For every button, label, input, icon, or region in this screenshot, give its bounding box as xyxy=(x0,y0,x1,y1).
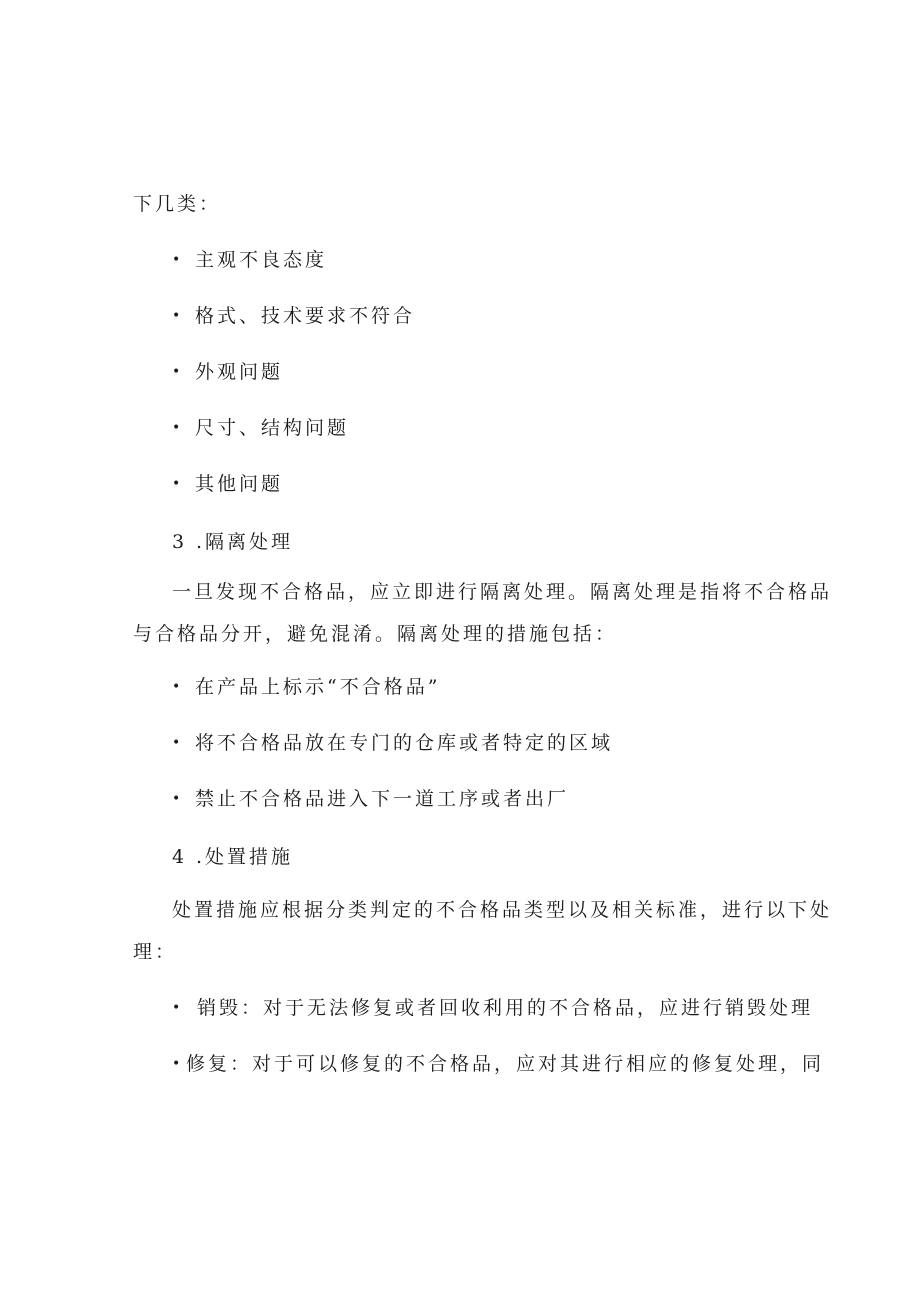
section3-paragraph-line2: 与合格品分开，避免混淆。隔离处理的措施包括： xyxy=(133,623,618,645)
bullet-icon: • xyxy=(172,1000,181,1016)
section3-title: .隔离处理 xyxy=(196,531,294,553)
section3-number: 3 xyxy=(172,531,188,553)
bullet-icon: • xyxy=(172,791,181,807)
section4-title: .处置措施 xyxy=(196,846,294,868)
list-item: 主观不良态度 xyxy=(195,249,328,271)
list-item: 在产品上标示“不合格品” xyxy=(195,676,441,698)
bullet-icon: • xyxy=(172,252,181,268)
section4-paragraph-line2: 理： xyxy=(133,941,178,963)
section4-paragraph-line1: 处置措施应根据分类判定的不合格品类型以及相关标准，进行以下处 xyxy=(172,899,833,921)
list-item: 其他问题 xyxy=(195,473,284,495)
bullet-icon: • xyxy=(172,308,181,324)
list-item: 将不合格品放在专门的仓库或者特定的区域 xyxy=(195,732,614,754)
bullet-icon: • xyxy=(172,679,181,695)
intro-tail-text: 下几类： xyxy=(133,193,222,215)
section3-paragraph-line1: 一旦发现不合格品，应立即进行隔离处理。隔离处理是指将不合格品 xyxy=(172,581,833,603)
list-item: 尺寸、结构问题 xyxy=(195,417,350,439)
list-item: 修复：对于可以修复的不合格品，应对其进行相应的修复处理，同 xyxy=(186,1053,825,1075)
list-item: 禁止不合格品进入下一道工序或者出厂 xyxy=(195,788,570,810)
section4-number: 4 xyxy=(172,846,188,868)
bullet-icon: • xyxy=(172,1056,181,1072)
bullet-icon: • xyxy=(172,420,181,436)
list-item: 销毁：对于无法修复或者回收利用的不合格品，应进行销毁处理 xyxy=(197,997,814,1019)
list-item: 外观问题 xyxy=(195,361,284,383)
bullet-icon: • xyxy=(172,476,181,492)
bullet-icon: • xyxy=(172,735,181,751)
bullet-icon: • xyxy=(172,364,181,380)
list-item: 格式、技术要求不符合 xyxy=(195,305,416,327)
